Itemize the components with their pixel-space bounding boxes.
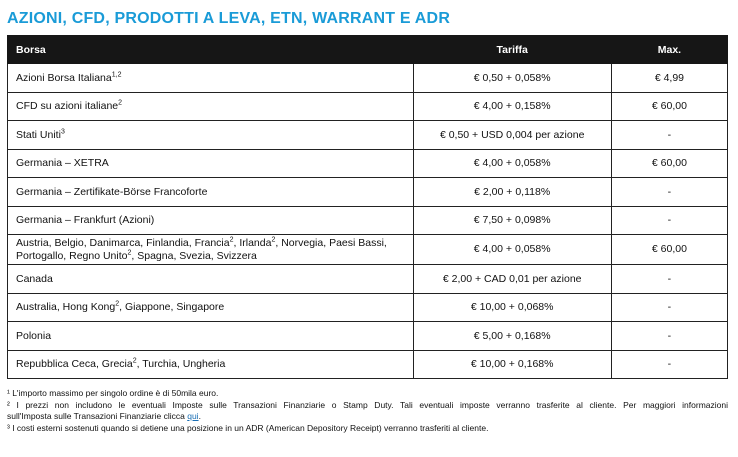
row-exchange (8, 293, 414, 322)
name-part: , Norvegia, Paesi Bassi, (275, 236, 387, 249)
name-part: Australia, Hong Kong (16, 301, 116, 314)
name-part: Austria, Belgio, Danimarca, Finlandia, Francia (16, 236, 230, 249)
row-fee: € 4,00 + 0,158% (413, 92, 611, 121)
footnote-ref: 2 (132, 357, 137, 365)
row-fee: € 2,00 + 0,118% (413, 178, 611, 207)
row-fee: € 7,50 + 0,098% (413, 206, 611, 235)
table-row (8, 149, 728, 178)
row-exchange (8, 121, 414, 150)
name-part: , Spagna, Svezia, Svizzera (131, 249, 257, 262)
footnote-ref: 2 (271, 236, 276, 243)
row-fee: € 10,00 + 0,168% (413, 350, 611, 379)
header-borsa: Borsa (8, 36, 414, 64)
footnote-ref: 3 (60, 128, 65, 136)
name-part: , Turchia, Ungheria (136, 358, 226, 371)
row-max: € 60,00 (611, 149, 727, 178)
table-row (8, 64, 728, 93)
row-exchange: Polonia (8, 322, 414, 351)
row-max: - (611, 206, 727, 235)
row-exchange: Germania – Frankfurt (Azioni) (8, 206, 414, 235)
exchange-name: CFD su azioni italiane (16, 100, 119, 113)
table-header-row (8, 36, 728, 64)
row-fee: € 4,00 + 0,058% (413, 149, 611, 178)
row-fee: € 10,00 + 0,068% (413, 293, 611, 322)
row-exchange (8, 235, 414, 265)
row-max: - (611, 350, 727, 379)
footnote-2-line-2 (7, 411, 728, 423)
footnote-ref: 2 (127, 249, 132, 256)
table-row (8, 265, 728, 294)
header-tariffa: Tariffa (413, 36, 611, 64)
name-part: Portogallo, Regno Unito (16, 249, 128, 262)
table-row (8, 350, 728, 379)
header-max: Max. (611, 36, 727, 64)
name-part: , Giappone, Singapore (119, 301, 225, 314)
footnote-2-text: sull'Imposta sulle Transazioni Finanziarie clicca (7, 411, 185, 421)
table-row (8, 235, 728, 265)
row-max: € 4,99 (611, 64, 727, 93)
footnote-ref: 2 (118, 99, 123, 107)
row-max: € 60,00 (611, 235, 727, 265)
row-exchange: Germania – XETRA (8, 149, 414, 178)
footnote-ref: 2 (115, 300, 120, 308)
fees-table (7, 35, 728, 379)
footnote-1: ¹ L'importo massimo per singolo ordine è di 50mila euro. (7, 388, 219, 398)
row-max: - (611, 322, 727, 351)
row-exchange (8, 350, 414, 379)
row-exchange (8, 64, 414, 93)
row-exchange: Germania – Zertifikate-Börse Francoforte (8, 178, 414, 207)
row-fee: € 0,50 + 0,058% (413, 64, 611, 93)
row-max: - (611, 121, 727, 150)
ftt-info-link[interactable]: qui (187, 411, 199, 421)
footnote-ref: 2 (229, 236, 234, 243)
table-row (8, 322, 728, 351)
row-exchange (8, 92, 414, 121)
exchange-name: Azioni Borsa Italiana (16, 71, 112, 84)
row-max: - (611, 265, 727, 294)
row-exchange: Canada (8, 265, 414, 294)
row-max: - (611, 178, 727, 207)
row-max: - (611, 293, 727, 322)
table-row (8, 178, 728, 207)
row-fee: € 5,00 + 0,168% (413, 322, 611, 351)
table-row (8, 206, 728, 235)
footnote-3: ³ I costi esterni sostenuti quando si detiene una posizione in un ADR (American Depository Receipt) verranno trasferiti al cliente. (7, 422, 489, 433)
row-fee: € 2,00 + CAD 0,01 per azione (413, 265, 611, 294)
table-row (8, 92, 728, 121)
footnotes (7, 388, 728, 434)
footnote-2-line-1: ² I prezzi non includono le eventuali Imposte sulle Transazioni Finanziarie o Stamp Duty. Tali eventuali imposte verranno trasferite al cliente. Per maggiori informazioni (7, 399, 728, 410)
table-row (8, 293, 728, 322)
exchange-name: Stati Uniti (16, 128, 61, 141)
row-fee: € 4,00 + 0,058% (413, 235, 611, 265)
table-row (8, 121, 728, 150)
name-part: , Irlanda (233, 236, 272, 249)
row-max: € 60,00 (611, 92, 727, 121)
row-fee: € 0,50 + USD 0,004 per azione (413, 121, 611, 150)
section-title: AZIONI, CFD, PRODOTTI A LEVA, ETN, WARRANT E ADR (7, 10, 451, 27)
footnote-2-period: . (198, 411, 201, 421)
name-part: Repubblica Ceca, Grecia (16, 358, 133, 371)
footnote-ref: 1,2 (111, 71, 122, 79)
